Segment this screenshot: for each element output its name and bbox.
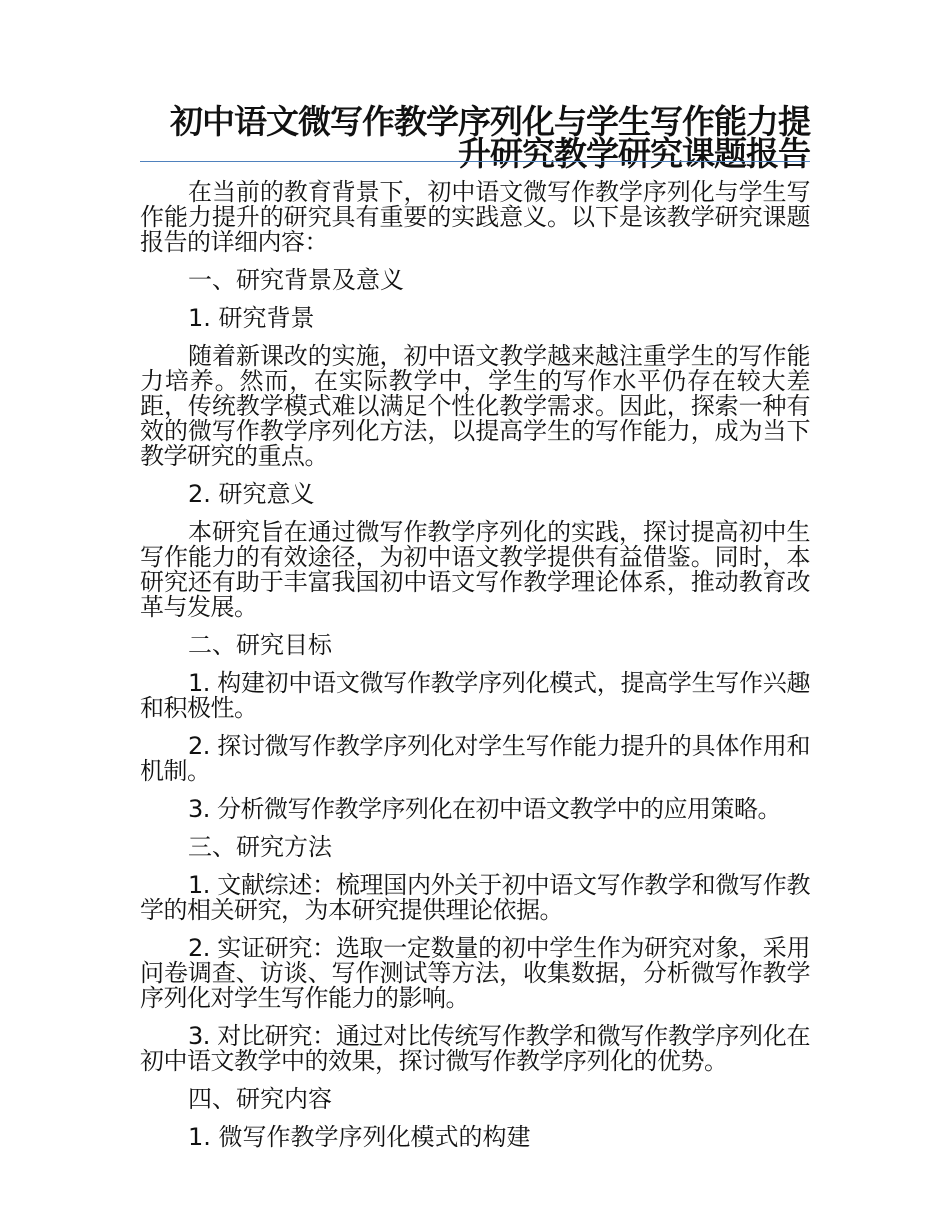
method-item-3: 3. 对比研究：通过对比传统写作教学和微写作教学序列化在初中语文教学中的效果，探讨微写作教学序列化的优势。 [140,1022,810,1075]
subheading-research-background: 1. 研究背景 [188,304,315,332]
intro-paragraph: 在当前的教育背景下，初中语文微写作教学序列化与学生写作能力提升的研究具有重要的实践意义。以下是该教学研究课题报告的详细内容： [140,178,810,256]
subheading-research-significance: 2. 研究意义 [188,480,315,508]
title-underline [140,161,810,162]
goal-item-1: 1. 构建初中语文微写作教学序列化模式，提高学生写作兴趣和积极性。 [140,669,810,722]
section-heading-background: 一、研究背景及意义 [188,266,404,294]
section-heading-goals: 二、研究目标 [188,631,332,659]
document-body [140,180,810,1150]
method-item-1: 1. 文献综述：梳理国内外关于初中语文写作教学和微写作教学的相关研究，为本研究提供理论依据。 [140,871,810,924]
section-heading-methods: 三、研究方法 [188,833,332,861]
document-title: 初中语文微写作教学序列化与学生写作能力提升研究教学研究课题报告 [170,102,810,173]
goal-item-3: 3. 分析微写作教学序列化在初中语文教学中的应用策略。 [188,795,782,823]
paragraph-background: 随着新课改的实施，初中语文教学越来越注重学生的写作能力培养。然而，在实际教学中，学生的写作水平仍存在较大差距，传统教学模式难以满足个性化教学需求。因此，探索一种有效的微写作教学序列化方法，以提高学生的写作能力，成为当下教学研究的重点。 [140,342,810,470]
method-item-2: 2. 实证研究：选取一定数量的初中学生作为研究对象，采用问卷调查、访谈、写作测试等方法，收集数据，分析微写作教学序列化对学生写作能力的影响。 [140,934,810,1012]
goal-item-2: 2. 探讨微写作教学序列化对学生写作能力提升的具体作用和机制。 [140,732,810,785]
section-heading-content: 四、研究内容 [188,1085,332,1113]
paragraph-significance: 本研究旨在通过微写作教学序列化的实践，探讨提高初中生写作能力的有效途径，为初中语文教学提供有益借鉴。同时，本研究还有助于丰富我国初中语文写作教学理论体系，推动教育改革与发展。 [140,518,810,621]
content-item-1: 1. 微写作教学序列化模式的构建 [188,1123,531,1151]
